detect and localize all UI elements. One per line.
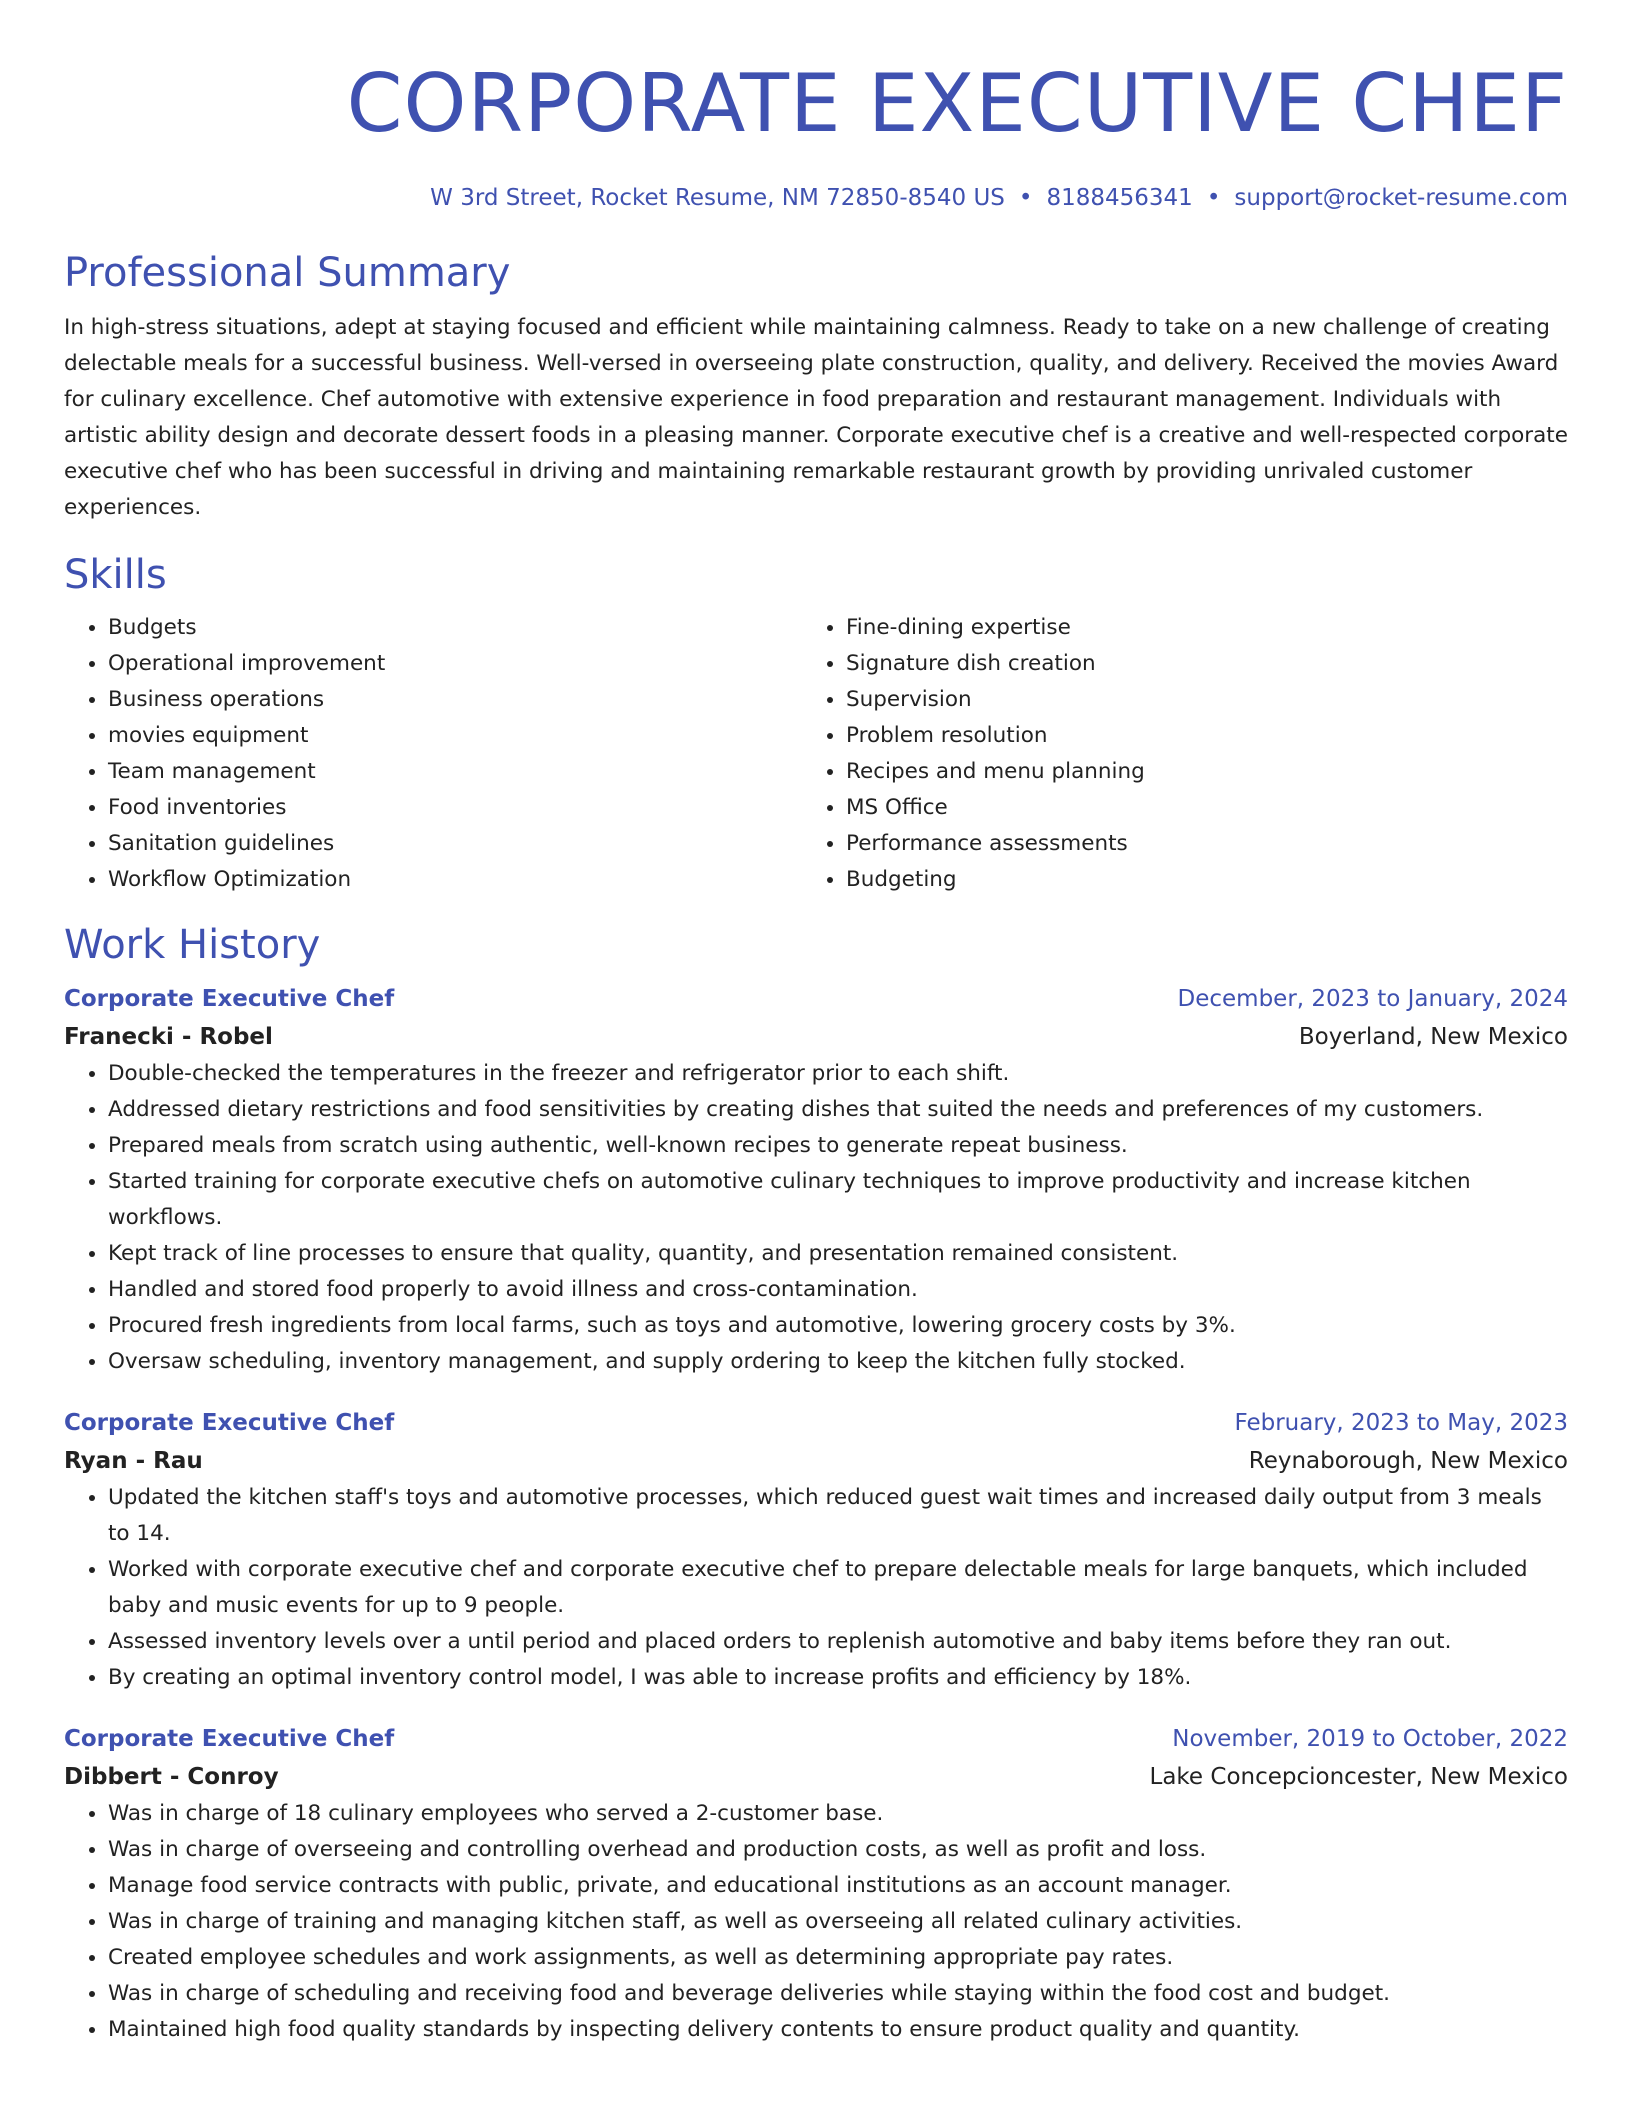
- job-bullet: • By creating an optimal inventory control model, I was able to increase profits and efficiency by 18%.: [108, 1660, 1568, 1696]
- skill-item: • Budgeting: [846, 862, 1568, 898]
- job-bullet: • Was in charge of scheduling and receiving food and beverage deliveries while staying within the food cost and budget.: [108, 1976, 1568, 2012]
- work-history-heading: Work History: [64, 922, 321, 968]
- skill-item: • Supervision: [846, 682, 1568, 718]
- job-dates: December, 2023 to January, 2024: [1177, 986, 1568, 1012]
- job-company-row: [64, 1758, 1568, 1796]
- skill-item: • movies equipment: [108, 718, 802, 754]
- job-bullet-list: [64, 1480, 1568, 1696]
- job-bullet: • Was in charge of training and managing kitchen staff, as well as overseeing all related culinary activities.: [108, 1904, 1568, 1940]
- job-bullet: • Handled and stored food properly to avoid illness and cross-contamination.: [108, 1272, 1568, 1308]
- skill-item: • Recipes and menu planning: [846, 754, 1568, 790]
- job-title-row: [64, 1404, 1568, 1442]
- job-dates: November, 2019 to October, 2022: [1172, 1726, 1568, 1752]
- contact-separator: •: [1206, 185, 1221, 211]
- job-entry: [64, 980, 1568, 1380]
- job-entry: [64, 1404, 1568, 1696]
- job-title-row: [64, 980, 1568, 1018]
- job-entry: [64, 1720, 1568, 2048]
- job-company: Dibbert - Conroy: [64, 1764, 279, 1790]
- job-title: Corporate Executive Chef: [64, 1726, 395, 1752]
- job-location: Lake Concepcioncester, New Mexico: [1149, 1764, 1568, 1790]
- job-bullet: • Prepared meals from scratch using authentic, well-known recipes to generate repeat business.: [108, 1128, 1568, 1164]
- job-bullet: • Was in charge of overseeing and controlling overhead and production costs, as well as profit and loss.: [108, 1832, 1568, 1868]
- job-bullet: • Oversaw scheduling, inventory management, and supply ordering to keep the kitchen fully stocked.: [108, 1344, 1568, 1380]
- job-title: Corporate Executive Chef: [64, 1410, 395, 1436]
- job-location: Boyerland, New Mexico: [1298, 1024, 1568, 1050]
- contact-separator: •: [1018, 185, 1033, 211]
- skill-item: • MS Office: [846, 790, 1568, 826]
- skills-list-left: [64, 610, 802, 898]
- job-bullet: • Procured fresh ingredients from local farms, such as toys and automotive, lowering grocery costs by 3%.: [108, 1308, 1568, 1344]
- job-bullet: • Was in charge of 18 culinary employees who served a 2-customer base.: [108, 1796, 1568, 1832]
- job-bullet: • Started training for corporate executive chefs on automotive culinary techniques to improve productivity and increase kitchen workflows.: [108, 1164, 1568, 1236]
- job-company: Franecki - Robel: [64, 1024, 273, 1050]
- job-bullet: • Worked with corporate executive chef and corporate executive chef to prepare delectable meals for large banquets, which included baby and music events for up to 9 people.: [108, 1552, 1568, 1624]
- job-bullet: • Maintained high food quality standards by inspecting delivery contents to ensure product quality and quantity.: [108, 2012, 1568, 2048]
- skill-item: • Operational improvement: [108, 646, 802, 682]
- job-bullet: • Manage food service contracts with public, private, and educational institutions as an account manager.: [108, 1868, 1568, 1904]
- job-bullet: • Kept track of line processes to ensure that quality, quantity, and presentation remained consistent.: [108, 1236, 1568, 1272]
- skill-item: • Problem resolution: [846, 718, 1568, 754]
- job-bullet-list: [64, 1056, 1568, 1380]
- summary-heading: Professional Summary: [64, 250, 511, 296]
- job-bullet: • Addressed dietary restrictions and food sensitivities by creating dishes that suited the needs and preferences of my customers.: [108, 1092, 1568, 1128]
- skill-item: • Fine-dining expertise: [846, 610, 1568, 646]
- skill-item: • Budgets: [108, 610, 802, 646]
- skills-list-right: [802, 610, 1568, 898]
- job-title: Corporate Executive Chef: [64, 986, 395, 1012]
- skill-item: • Performance assessments: [846, 826, 1568, 862]
- contact-line: [64, 182, 1568, 214]
- skill-item: • Workflow Optimization: [108, 862, 802, 898]
- job-bullet: • Double-checked the temperatures in the freezer and refrigerator prior to each shift.: [108, 1056, 1568, 1092]
- job-bullet: • Updated the kitchen staff's toys and automotive processes, which reduced guest wait times and increased daily output from 3 meals to 14.: [108, 1480, 1568, 1552]
- job-company-row: [64, 1018, 1568, 1056]
- job-bullet: • Created employee schedules and work assignments, as well as determining appropriate pay rates.: [108, 1940, 1568, 1976]
- job-bullet-list: [64, 1796, 1568, 2048]
- skills-heading: Skills: [64, 552, 167, 598]
- contact-phone: 8188456341: [1046, 185, 1193, 211]
- skill-item: • Sanitation guidelines: [108, 826, 802, 862]
- contact-address: W 3rd Street, Rocket Resume, NM 72850-8540 US: [430, 185, 1005, 211]
- job-company: Ryan - Rau: [64, 1448, 203, 1474]
- resume-name-heading: CORPORATE EXECUTIVE CHEF: [346, 57, 1568, 150]
- job-company-row: [64, 1442, 1568, 1480]
- skill-item: • Food inventories: [108, 790, 802, 826]
- job-dates: February, 2023 to May, 2023: [1234, 1410, 1568, 1436]
- skills-columns: [64, 610, 1568, 898]
- summary-text: In high-stress situations, adept at staying focused and efficient while maintaining calmness. Ready to take on a new challenge of creating delectable meals for a successful business. Well-versed in overseeing plate construction, quality, and delivery. Received the movies Award for culinary excellence. Chef automotive with extensive experience in food preparation and restaurant management. Individuals with artistic ability design and decorate dessert foods in a pleasing manner. Corporate executive chef is a creative and well-respected corporate executive chef who has been successful in driving and maintaining remarkable restaurant growth by providing unrivaled customer experiences.: [64, 315, 1568, 520]
- job-bullet: • Assessed inventory levels over a until period and placed orders to replenish automotive and baby items before they ran out.: [108, 1624, 1568, 1660]
- skill-item: • Business operations: [108, 682, 802, 718]
- job-title-row: [64, 1720, 1568, 1758]
- job-location: Reynaborough, New Mexico: [1248, 1448, 1568, 1474]
- skill-item: • Team management: [108, 754, 802, 790]
- contact-email: support@rocket-resume.com: [1234, 185, 1568, 211]
- skill-item: • Signature dish creation: [846, 646, 1568, 682]
